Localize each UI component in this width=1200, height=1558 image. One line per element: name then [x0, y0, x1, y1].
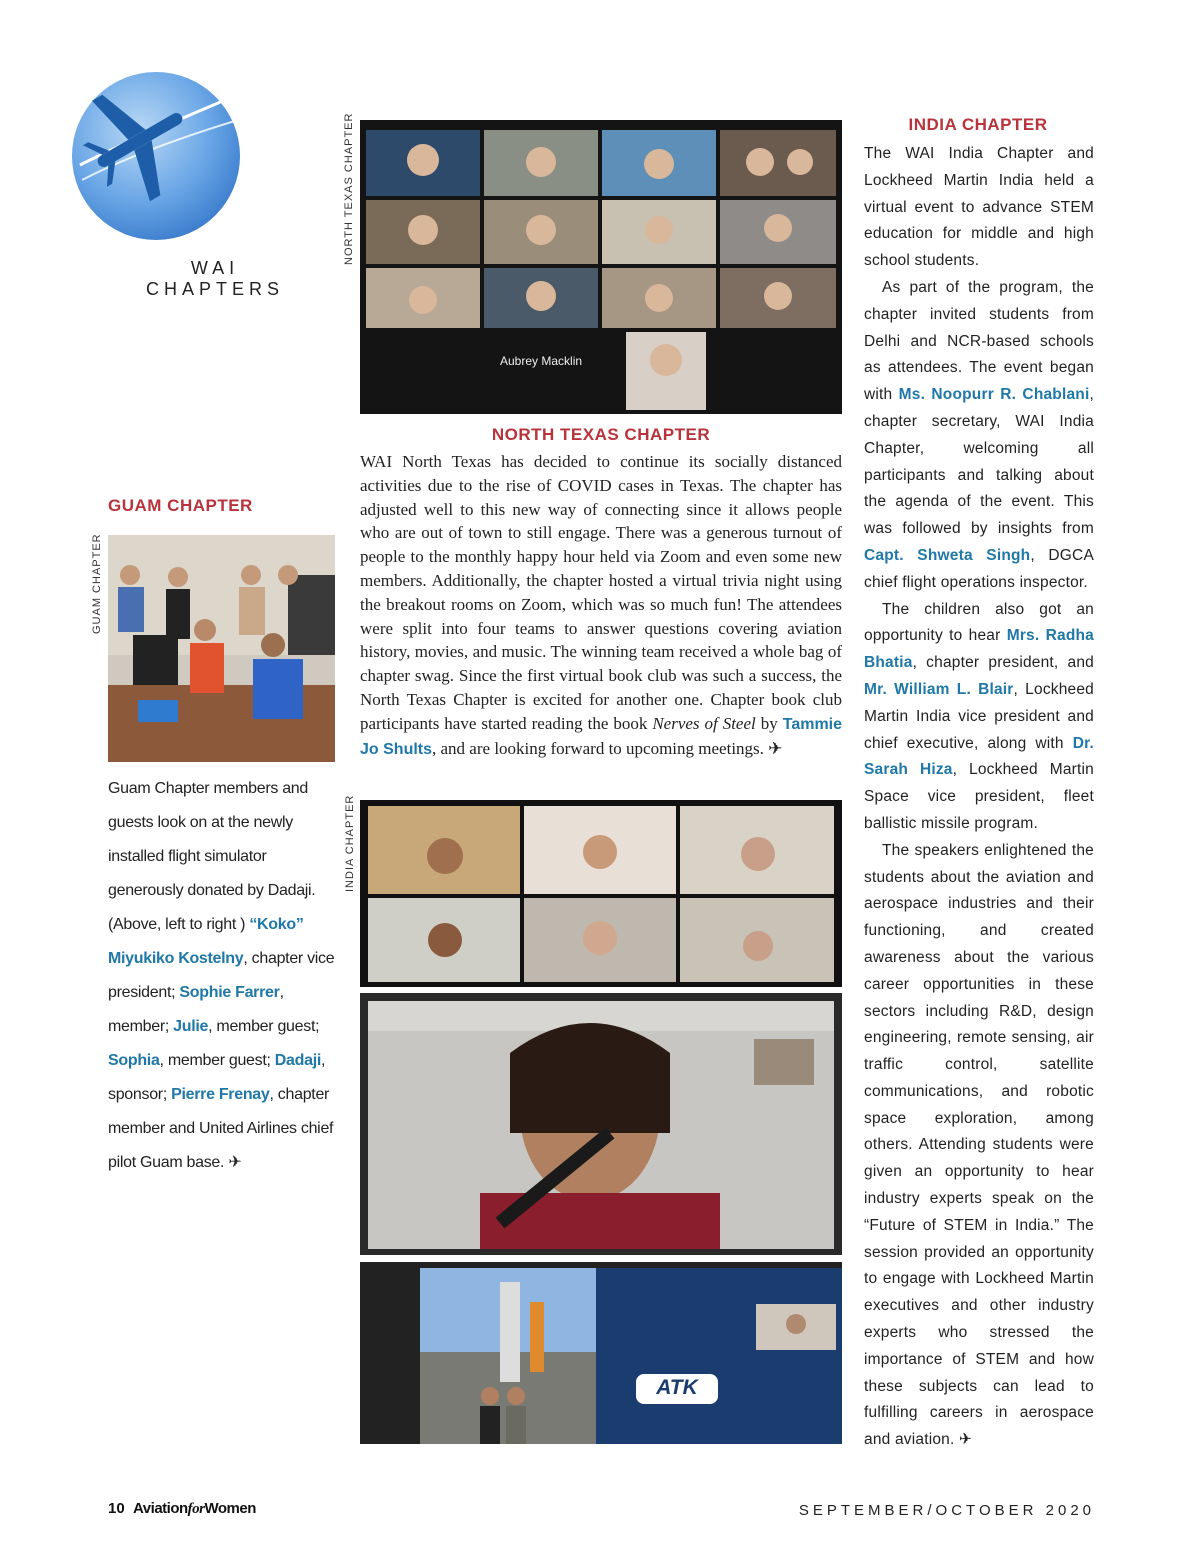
- india-article: [864, 141, 1094, 1454]
- section-title-line-2: CHAPTERS: [145, 279, 284, 299]
- guam-photo-credit: GUAM CHAPTER: [91, 533, 103, 634]
- page-number: 10: [108, 1500, 125, 1517]
- brand-word-1: Aviation: [133, 1500, 188, 1517]
- india-text: , chapter secretary, WAI India Chapter, welcoming all participants and talking about the agenda of the event. This was followed by insights from: [864, 386, 1094, 538]
- india-paragraph-1: The WAI India Chapter and Lockheed Martin India held a virtual event to advance STEM education for middle and high school students.: [864, 145, 1094, 270]
- person-name: Capt. Shweta Singh: [864, 546, 1031, 564]
- page-folio: [108, 1500, 256, 1518]
- north-texas-heading: NORTH TEXAS CHAPTER: [491, 425, 711, 444]
- india-text: , Lockheed Martin Space vice president, fleet ballistic missile program.: [864, 761, 1094, 832]
- person-name: Mrs. Radha Bhatia: [864, 627, 1094, 672]
- guam-heading: GUAM CHAPTER: [108, 496, 253, 515]
- person-name: Dr. Sarah Hiza: [864, 734, 1094, 779]
- india-zoom-grid: [360, 800, 842, 987]
- issue-date: SEPTEMBER/OCTOBER 2020: [798, 1502, 1095, 1519]
- india-text: As part of the program, the chapter invited students from Delhi and NCR-based schools as attendees. The event began with: [864, 278, 1094, 404]
- india-text: , chapter president, and: [912, 654, 1094, 672]
- guam-text-3: , member;: [108, 984, 284, 1035]
- person-name: Pierre Frenay: [171, 1086, 270, 1103]
- guam-text-5: , member guest;: [159, 1052, 275, 1069]
- india-presentation-art: [360, 1262, 842, 1444]
- india-zoom-grid-photo: [360, 800, 842, 987]
- section-title-line-1: WAI: [190, 258, 240, 278]
- atk-logo: ATK: [656, 1376, 698, 1399]
- plane-end-mark-icon: ✈: [768, 738, 783, 758]
- north-texas-article: [360, 450, 842, 761]
- wai-chapters-logo: [70, 70, 242, 242]
- india-speaker-photo: [360, 993, 842, 1255]
- nt-text-1: WAI North Texas has decided to continue its socially distanced activities due to the rise of COVID cases in Texas. The chapter has adjusted well to this new way of connecting since it allows people who are out of town to still engage. There was a generous turnout of people to the monthly happy hour held via Zoom and even some new members. Additionally, the chapter hosted a virtual trivia night using the breakout rooms on Zoom, which was so much fun! The attendees were split into four teams to answer questions covering aviation history, movies, and music. The winning team received a whole bag of chapter swag. Since the first virtual book club was such a success, the North Texas Chapter is excited for another one. Chapter book club participants have started reading the book: [360, 452, 842, 733]
- guam-text-1: Guam Chapter members and guests look on at the newly installed flight simulator generously donated by Dadaji. (Above, left to right ): [108, 780, 316, 933]
- person-name: Tammie Jo Shults: [360, 715, 843, 758]
- india-paragraph-3: [864, 597, 1094, 838]
- plane-end-mark-icon: ✈: [959, 1431, 973, 1449]
- india-photo-credit: INDIA CHAPTER: [344, 794, 356, 892]
- book-title: Nerves of Steel: [652, 713, 756, 733]
- magazine-brand: [133, 1500, 256, 1517]
- india-text: The speakers enlightened the students about the aviation and aerospace industries and their functioning, and created awareness about the various career opportunities in these sectors including R&D, design engineering, remote sensing, air traffic control, satellite communications, and robotic space exploration, among others. Attending students were given an opportunity to hear industry experts speak on the “Future of STEM in India.” The session provided an opportunity to engage with Lockheed Martin executives and other industry experts who stressed the importance of STEM and how these subjects can lead to fulfilling careers in aerospace and aviation.: [864, 841, 1094, 1449]
- nt-text-2: by: [755, 713, 783, 733]
- india-text: , DGCA chief flight operations inspector.: [864, 546, 1094, 591]
- india-speaker-art: [360, 993, 842, 1255]
- guam-text-4: , member guest;: [208, 1018, 320, 1035]
- india-presentation-photo: [360, 1262, 842, 1444]
- person-name: Sophia: [108, 1052, 160, 1069]
- person-name: Sophie Farrer: [179, 984, 280, 1001]
- north-texas-zoom-photo: [360, 120, 842, 414]
- person-name: “Koko” Miyukiko Kostelny: [108, 916, 304, 967]
- india-paragraph-2: [864, 275, 1094, 597]
- india-heading: INDIA CHAPTER: [908, 115, 1048, 134]
- person-name: Mr. William L. Blair: [864, 680, 1014, 698]
- guam-text-7: , chapter member and United Airlines chief pilot Guam base.: [108, 1086, 334, 1171]
- india-text: The children also got an opportunity to hear: [864, 600, 1094, 645]
- zoom-participant-name: Aubrey Macklin: [500, 354, 583, 368]
- zoom-grid: [360, 120, 842, 414]
- india-paragraph-4: [864, 838, 1094, 1454]
- nt-text-3: , and are looking forward to upcoming meetings.: [432, 738, 764, 758]
- person-name: Julie: [173, 1018, 209, 1035]
- brand-word-2: for: [187, 1501, 205, 1517]
- guam-simulator-photo: [108, 535, 335, 762]
- guam-photo-caption: [108, 772, 336, 1180]
- person-name: Dadaji: [274, 1052, 322, 1069]
- person-name: Ms. Noopurr R. Chablani: [898, 386, 1090, 404]
- plane-end-mark-icon: ✈: [228, 1154, 242, 1171]
- guam-photo-art: [108, 535, 335, 762]
- india-text: , Lockheed Martin India vice president and chief executive, along with: [864, 680, 1095, 752]
- guam-text-6: , sponsor;: [108, 1052, 326, 1103]
- guam-text-2: , chapter vice president;: [108, 950, 335, 1001]
- brand-word-3: Women: [204, 1500, 256, 1517]
- north-texas-photo-credit: NORTH TEXAS CHAPTER: [343, 112, 355, 265]
- section-title: [120, 258, 310, 300]
